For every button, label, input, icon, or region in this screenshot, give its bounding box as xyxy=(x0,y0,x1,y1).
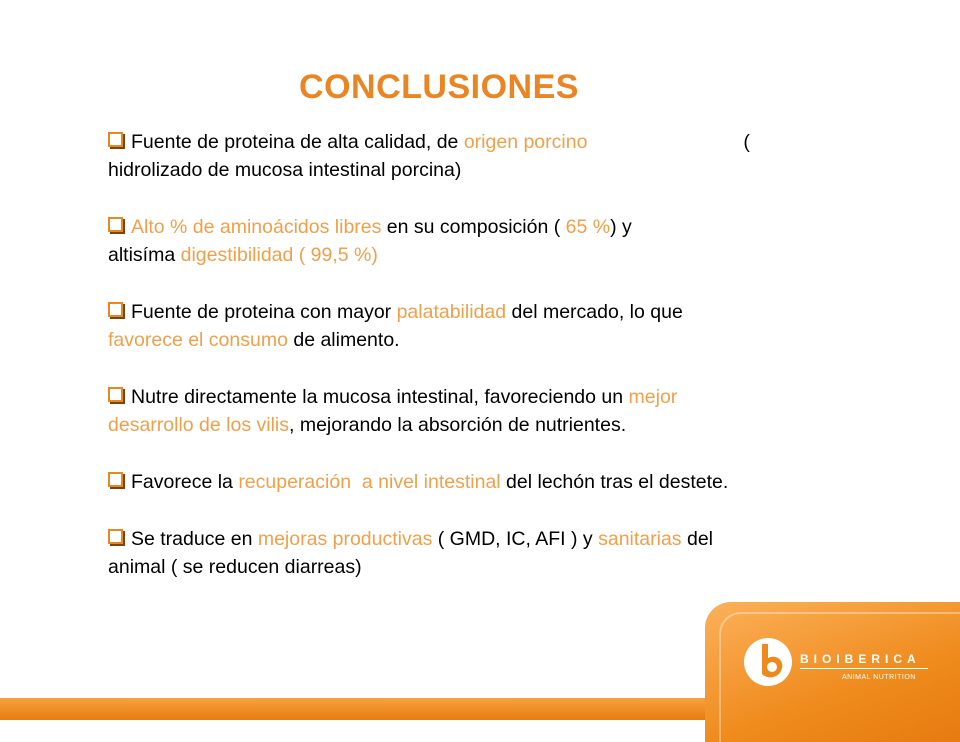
checkbox-bullet-icon xyxy=(108,529,123,544)
bullet-text: altisíma xyxy=(108,244,181,266)
bullet-text: del mercado, lo que xyxy=(506,301,683,323)
bullet-item xyxy=(108,525,823,581)
highlight-text: mejor xyxy=(628,386,678,408)
checkbox-bullet-icon xyxy=(108,132,123,147)
bullet-text: del xyxy=(681,528,714,550)
highlight-text: digestibilidad ( 99,5 %) xyxy=(180,244,378,266)
bullet-item xyxy=(108,298,823,354)
bullet-text: animal ( se reducen diarreas) xyxy=(108,556,362,578)
bullet-line xyxy=(108,156,823,184)
bullet-line xyxy=(108,468,823,496)
checkbox-bullet-icon xyxy=(108,302,123,317)
highlight-text: Alto % de aminoácidos libres xyxy=(131,216,382,238)
bullet-line xyxy=(108,525,823,553)
bullet-line xyxy=(108,241,823,269)
highlight-text: mejoras productivas xyxy=(257,528,433,550)
highlight-text: palatabilidad xyxy=(396,301,507,323)
bullet-line xyxy=(108,411,823,439)
highlight-text: sanitarias xyxy=(598,528,682,550)
bullet-text: Fuente de proteina de alta calidad, de xyxy=(131,131,464,153)
bullet-text: , mejorando la absorción de nutrientes. xyxy=(289,414,627,436)
bullet-line xyxy=(108,553,823,581)
brand-subtitle: ANIMAL NUTRITION xyxy=(842,674,916,681)
bullet-text: en su composición ( xyxy=(381,216,566,238)
checkbox-bullet-icon xyxy=(108,217,123,232)
bullet-line xyxy=(108,383,823,411)
highlight-text: desarrollo de los vilis xyxy=(108,414,289,436)
highlight-text: favorece el consumo xyxy=(108,329,288,351)
highlight-text: recuperación a nivel intestinal xyxy=(238,471,501,493)
bullet-text: ( xyxy=(743,131,750,153)
checkbox-bullet-icon xyxy=(108,472,123,487)
highlight-text: 65 % xyxy=(565,216,611,238)
bullet-text: Favorece la xyxy=(131,471,239,493)
bullet-text: Fuente de proteina con mayor xyxy=(131,301,397,323)
bullet-text: hidrolizado de mucosa intestinal porcina) xyxy=(108,159,462,181)
bullet-text: Se traduce en xyxy=(131,528,258,550)
brand-name: BIOIBERICA xyxy=(800,652,921,666)
bullet-line xyxy=(108,326,823,354)
bullet-item xyxy=(108,128,823,184)
bullet-item xyxy=(108,383,823,439)
bioiberica-b-logo-icon xyxy=(742,636,794,688)
bullet-text: de alimento. xyxy=(287,329,400,351)
bullet-text: del lechón tras el destete. xyxy=(500,471,729,493)
bullet-text: ) y xyxy=(610,216,632,238)
bullet-line xyxy=(108,298,823,326)
highlight-text: origen porcino xyxy=(463,131,588,153)
brand-divider xyxy=(800,668,928,669)
slide-title: CONCLUSIONES xyxy=(299,68,579,106)
bullet-item xyxy=(108,213,823,269)
bullet-line xyxy=(108,128,823,156)
conclusions-list xyxy=(108,128,823,610)
bullet-item xyxy=(108,468,823,496)
bullet-text: ( GMD, IC, AFI ) y xyxy=(432,528,599,550)
checkbox-bullet-icon xyxy=(108,387,123,402)
bullet-line xyxy=(108,213,823,241)
bullet-text: Nutre directamente la mucosa intestinal, favoreciendo un xyxy=(131,386,629,408)
